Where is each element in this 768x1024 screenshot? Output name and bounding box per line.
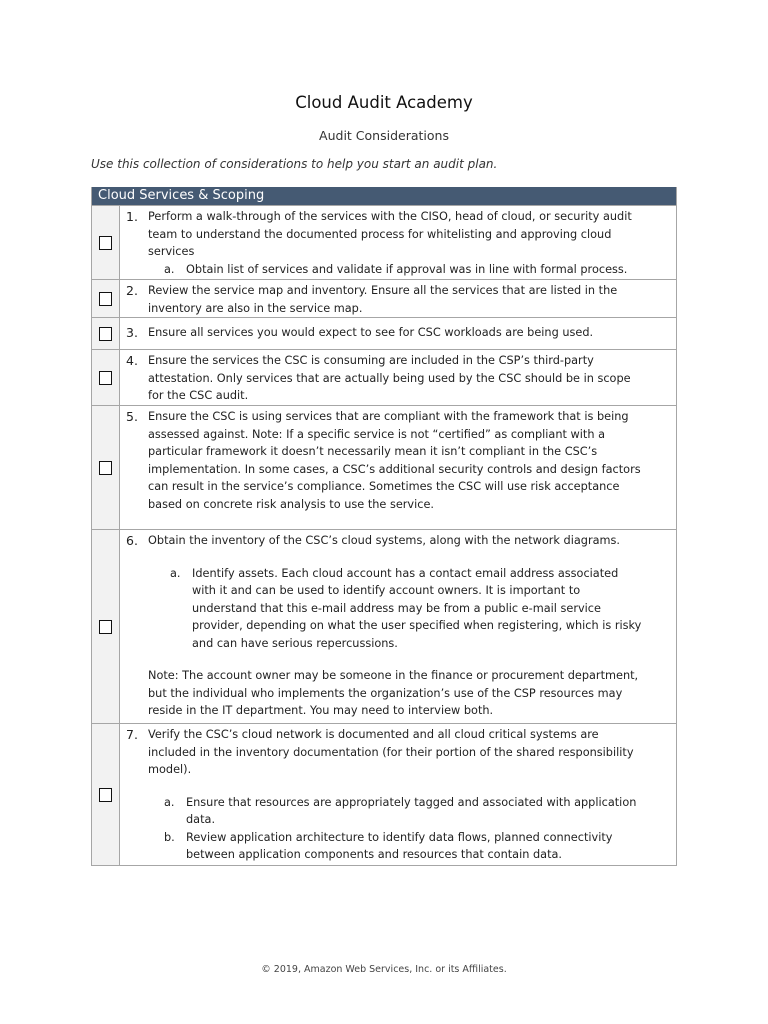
- checkbox-cell: [92, 350, 120, 405]
- sub-item-text: Review application architecture to identify data flows, planned connectivity between application components and resources that contain data.: [186, 830, 613, 861]
- item-number: 4.: [126, 353, 138, 368]
- item-content: [120, 530, 676, 720]
- table-row: [92, 317, 676, 349]
- document-subtitle: Audit Considerations: [319, 128, 449, 143]
- checkbox-item-2[interactable]: [99, 292, 112, 306]
- table-row: [92, 529, 676, 723]
- item-number: 7.: [126, 727, 138, 742]
- item-text: Ensure the CSC is using services that are compliant with the framework that is being assessed against. Note: If a specific service is not “certified” as compliant with a particular framework it doesn’t necessarily mean it isn’t compliant in the CSC’s implementation. In some cases, a CSC’s additional security controls and design factors can result in the service’s compliance. Sometimes the CSC will use risk acceptance based on concrete risk analysis to use the service.: [148, 410, 641, 511]
- item-text: Perform a walk-through of the services with the CISO, head of cloud, or security audit team to understand the documented process for whitelisting and approving cloud services: [148, 210, 632, 258]
- checkbox-cell: [92, 724, 120, 865]
- checkbox-cell: [92, 530, 120, 723]
- checkbox-cell: [92, 280, 120, 317]
- sub-item-text: Obtain list of services and validate if approval was in line with formal process.: [186, 262, 628, 276]
- checkbox-item-5[interactable]: [99, 461, 112, 475]
- item-text: Review the service map and inventory. Ensure all the services that are listed in the inventory are also in the service map.: [148, 284, 618, 315]
- checkbox-item-1[interactable]: [99, 236, 112, 250]
- checkbox-item-4[interactable]: [99, 371, 112, 385]
- sub-item-text: Identify assets. Each cloud account has a contact email address associated with it and can be used to identify account owners. It is important to understand that this e-mail address may be from a public e-mail service provider, depending on what the user specified when registering, which is risky and can have serious repercussions.: [192, 566, 642, 650]
- item-content: [120, 206, 676, 278]
- sub-item-text: Ensure that resources are appropriately tagged and associated with application data.: [186, 795, 637, 826]
- item-number: 1.: [126, 209, 138, 224]
- item-content: [120, 724, 676, 864]
- item-content: [120, 280, 676, 317]
- item-number: 2.: [126, 283, 138, 298]
- item-content: [120, 318, 676, 342]
- table-row: [92, 349, 676, 405]
- item-text: Obtain the inventory of the CSC’s cloud systems, along with the network diagrams.: [148, 534, 621, 547]
- table-row: [92, 405, 676, 529]
- table-row: [92, 205, 676, 279]
- item-note: Note: The account owner may be someone in the finance or procurement department, but the individual who implements the organization’s use of the CSP resources may reside in the IT department. You may need to interview both.: [148, 669, 639, 717]
- checkbox-item-6[interactable]: [99, 620, 112, 634]
- table-row: [92, 279, 676, 317]
- item-content: [120, 350, 676, 405]
- item-text: Ensure all services you would expect to see for CSC workloads are being used.: [148, 326, 594, 339]
- table-row: [92, 723, 676, 865]
- checkbox-item-7[interactable]: [99, 788, 112, 802]
- item-content: [120, 406, 676, 513]
- checkbox-item-3[interactable]: [99, 327, 112, 341]
- sub-item: [148, 261, 642, 279]
- section-header: Cloud Services & Scoping: [92, 187, 676, 205]
- checkbox-cell: [92, 406, 120, 529]
- sub-item: [148, 565, 642, 653]
- sub-item-letter: b.: [164, 830, 175, 844]
- checkbox-cell: [92, 206, 120, 279]
- item-text: Verify the CSC’s cloud network is documented and all cloud critical systems are included in the inventory documentation (for their portion of the shared responsibility model).: [148, 728, 634, 776]
- copyright-footer: © 2019, Amazon Web Services, Inc. or its Affiliates.: [261, 964, 507, 975]
- checkbox-cell: [92, 318, 120, 349]
- sub-item-letter: a.: [164, 262, 175, 276]
- sub-item: [148, 794, 642, 829]
- item-number: 3.: [126, 325, 138, 340]
- intro-text: Use this collection of considerations to help you start an audit plan.: [91, 157, 498, 171]
- sub-item: [148, 829, 642, 864]
- considerations-table: [91, 187, 677, 866]
- sub-item-letter: a.: [164, 795, 175, 809]
- sub-item-letter: a.: [170, 566, 181, 580]
- document-title: Cloud Audit Academy: [295, 93, 473, 112]
- item-number: 6.: [126, 533, 138, 548]
- item-text: Ensure the services the CSC is consuming are included in the CSP’s third-party attestation. Only services that are actually being used by the CSC should be in scope for the CSC audit.: [148, 354, 631, 402]
- item-number: 5.: [126, 409, 138, 424]
